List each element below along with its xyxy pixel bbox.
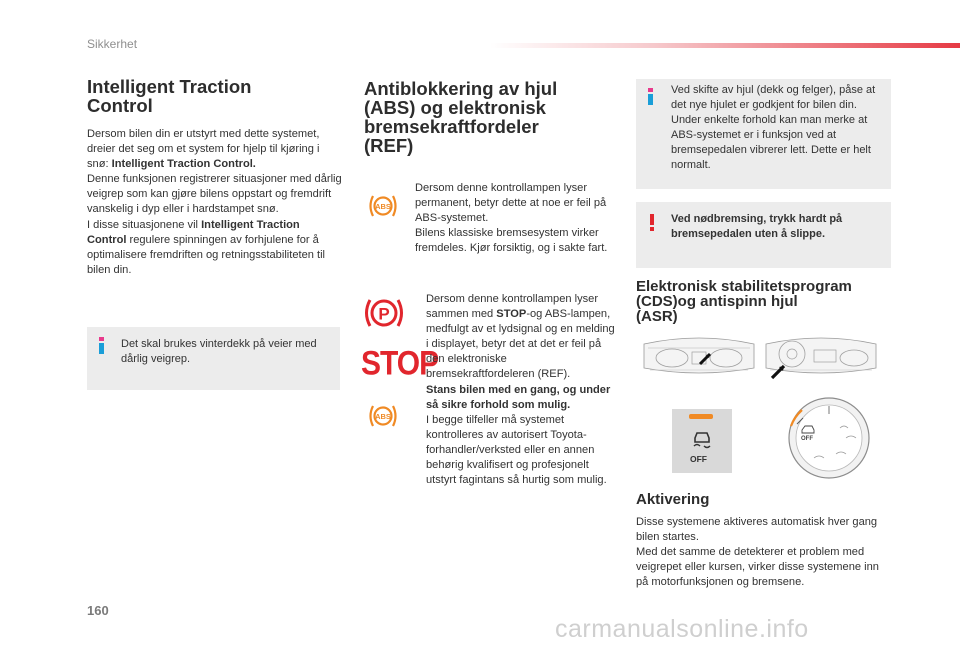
svg-text:P: P bbox=[378, 304, 390, 324]
svg-text:ABS: ABS bbox=[375, 412, 391, 421]
info-icon bbox=[99, 337, 104, 354]
watermark: carmanualsonline.info bbox=[555, 615, 809, 643]
abs-lamp-description: Dersom denne kontrollampen lyser permanent, betyr dette at noe er feil på ABS-systemet. Bilens klassiske bremsesystem virker fremdeles. Kjør forsiktig, og i sakte fart. bbox=[415, 182, 608, 255]
wheel-change-note: Ved skifte av hjul (dekk og felger), påse at det nye hjulet er godkjent for bilen din. Under enkelte forhold kan man merke at ABS-systemet er i funksjon ved at bremsepedalen vibrerer lett. Dette er helt normalt. bbox=[636, 79, 891, 189]
svg-text:OFF: OFF bbox=[801, 436, 813, 442]
itc-description: Dersom bilen din er utstyrt med dette systemet, dreier det seg om et system for hjelp til kjøring i snø: Intelligent Traction Control. Denne funksjonen registrerer situasjoner med dårlig veigrep som kan gjøre bilens oppstart og fremdrift vanskelig i dyp eller i hardstampet snø. I disse situasjonene vil Intelligent Traction Control regulere spinningen av forhjulene for å optimalisere fremdriften og retningsstabiliteten til bilen din. bbox=[87, 128, 342, 276]
itc-title: Intelligent Traction Control bbox=[87, 76, 252, 116]
dashboard-illustration-1 bbox=[640, 334, 758, 388]
abs-warning-lamp-icon bbox=[367, 193, 399, 219]
emergency-brake-note: Ved nødbremsing, trykk hardt på bremsepedalen uten å slippe. bbox=[636, 202, 891, 268]
abs-title: Antiblokkering av hjul (ABS) og elektronisk bremsekraftfordeler (REF) bbox=[364, 78, 558, 156]
dashboard-illustration-2 bbox=[762, 334, 880, 388]
esp-off-button[interactable] bbox=[672, 409, 732, 473]
activation-title: Aktivering bbox=[636, 491, 710, 508]
cds-asr-title: Elektronisk stabilitetsprogram (CDS)og antispinn hjul (ASR) bbox=[636, 278, 852, 325]
parking-brake-lamp-icon bbox=[362, 296, 406, 330]
drive-mode-dial[interactable] bbox=[784, 396, 874, 480]
activation-description: Disse systemene aktiveres automatisk hver gang bilen startes. Med det samme de detekterer et problem med veigrepet eller kursen, virker disse systemene inn på motorfunksjonen og bremsene. bbox=[636, 516, 879, 589]
abs-warning-lamp-icon-2 bbox=[367, 403, 399, 429]
winter-tyre-note: Det skal brukes vinterdekk på veier med dårlig veigrep. bbox=[87, 327, 340, 390]
stop-lamp-icon: STOP bbox=[361, 344, 439, 383]
skidding-car-icon bbox=[690, 427, 714, 451]
ref-fault-description: Dersom denne kontrollampen lyser sammen med STOP-og ABS-lampen, medfulgt av et lydsignal og en melding i displayet, betyr det at det er feil på den elektroniske bremsekraftfordeleren (REF). Stans bilen med en gang, og under så sikre forhold som mulig. I begge tilfeller må systemet kontrolleres av autorisert Toyota-forhandler/verksted eller en annen behørig kvalifisert og profesjonelt utstyrt fagintans så hurtig som mulig. bbox=[426, 293, 615, 487]
button-indicator-led bbox=[689, 414, 713, 419]
section-header: Sikkerhet bbox=[87, 37, 138, 51]
page-number: 160 bbox=[87, 603, 109, 618]
button-off-label: OFF bbox=[690, 454, 707, 464]
header-gradient-bar bbox=[490, 43, 960, 48]
info-icon bbox=[648, 88, 653, 105]
svg-text:ABS: ABS bbox=[375, 202, 391, 211]
warning-icon bbox=[650, 214, 655, 231]
